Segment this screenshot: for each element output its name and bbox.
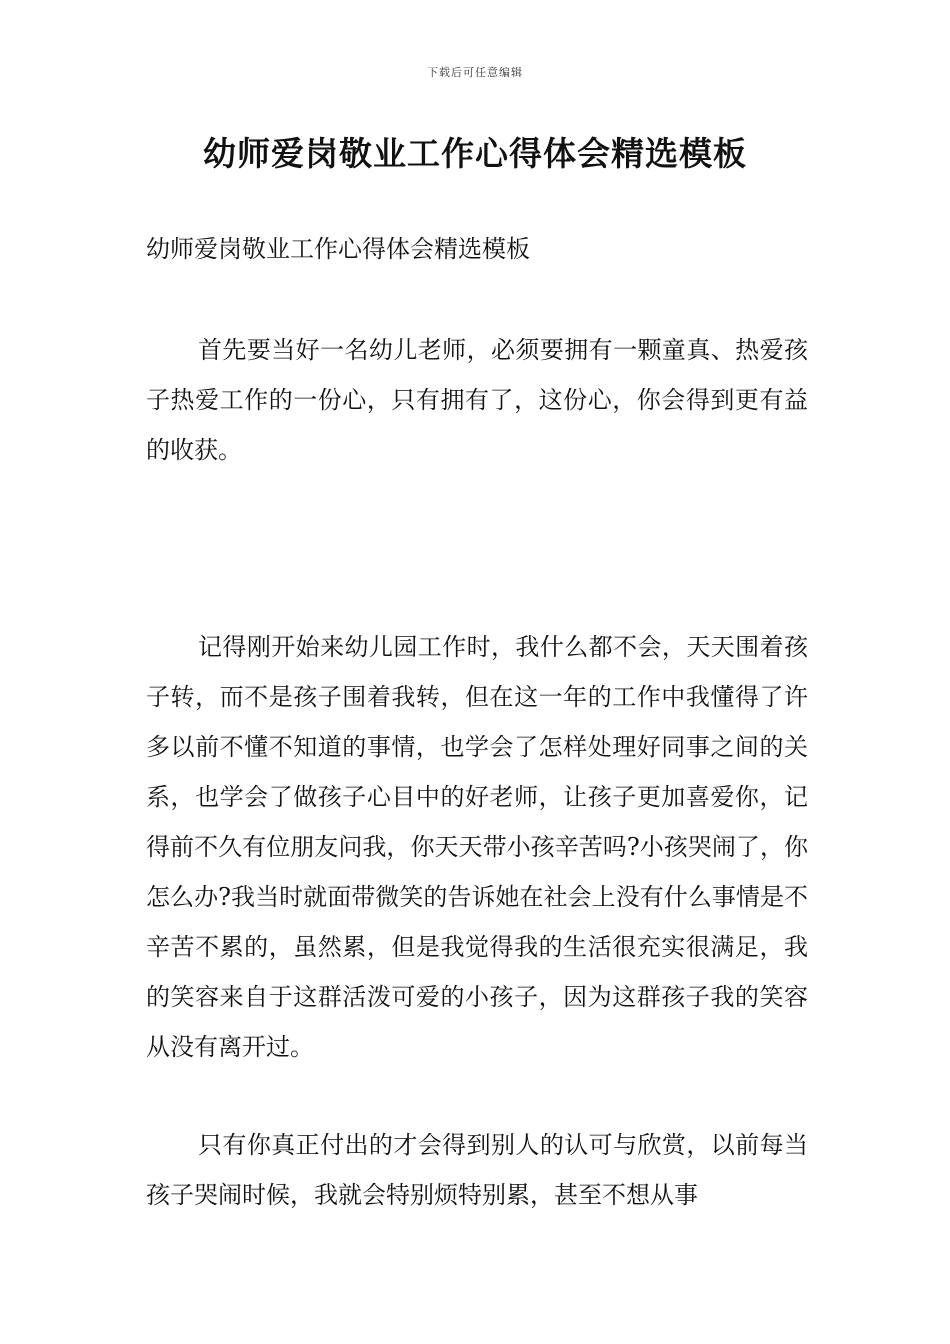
- header-note: 下载后可任意编辑: [427, 66, 523, 79]
- paragraph-3: 只有你真正付出的才会得到别人的认可与欣赏，以前每当孩子哭闹时候，我就会特别烦特别累，甚至不想从事: [146, 1131, 808, 1209]
- document-title: 幼师爱岗敬业工作心得体会精选模板: [203, 134, 747, 173]
- paragraph-1: 首先要当好一名幼儿老师，必须要拥有一颗童真、热爱孩子热爱工作的一份心，只有拥有了，这份心，你会得到更有益的收获。: [146, 336, 808, 464]
- document-subtitle: 幼师爱岗敬业工作心得体会精选模板: [146, 235, 530, 263]
- paragraph-2: 记得刚开始来幼儿园工作时，我什么都不会，天天围着孩子转，而不是孩子围着我转，但在这一年的工作中我懂得了许多以前不懂不知道的事情，也学会了怎样处理好同事之间的关系，也学会了做孩子心目中的好老师，让孩子更加喜爱你，记得前不久有位朋友问我，你天天带小孩辛苦吗?小孩哭闹了，你怎么办?我当时就面带微笑的告诉她在社会上没有什么事情是不辛苦不累的，虽然累，但是我觉得我的生活很充实很满足，我的笑容来自于这群活泼可爱的小孩子，因为这群孩子我的笑容从没有离开过。: [146, 633, 808, 1061]
